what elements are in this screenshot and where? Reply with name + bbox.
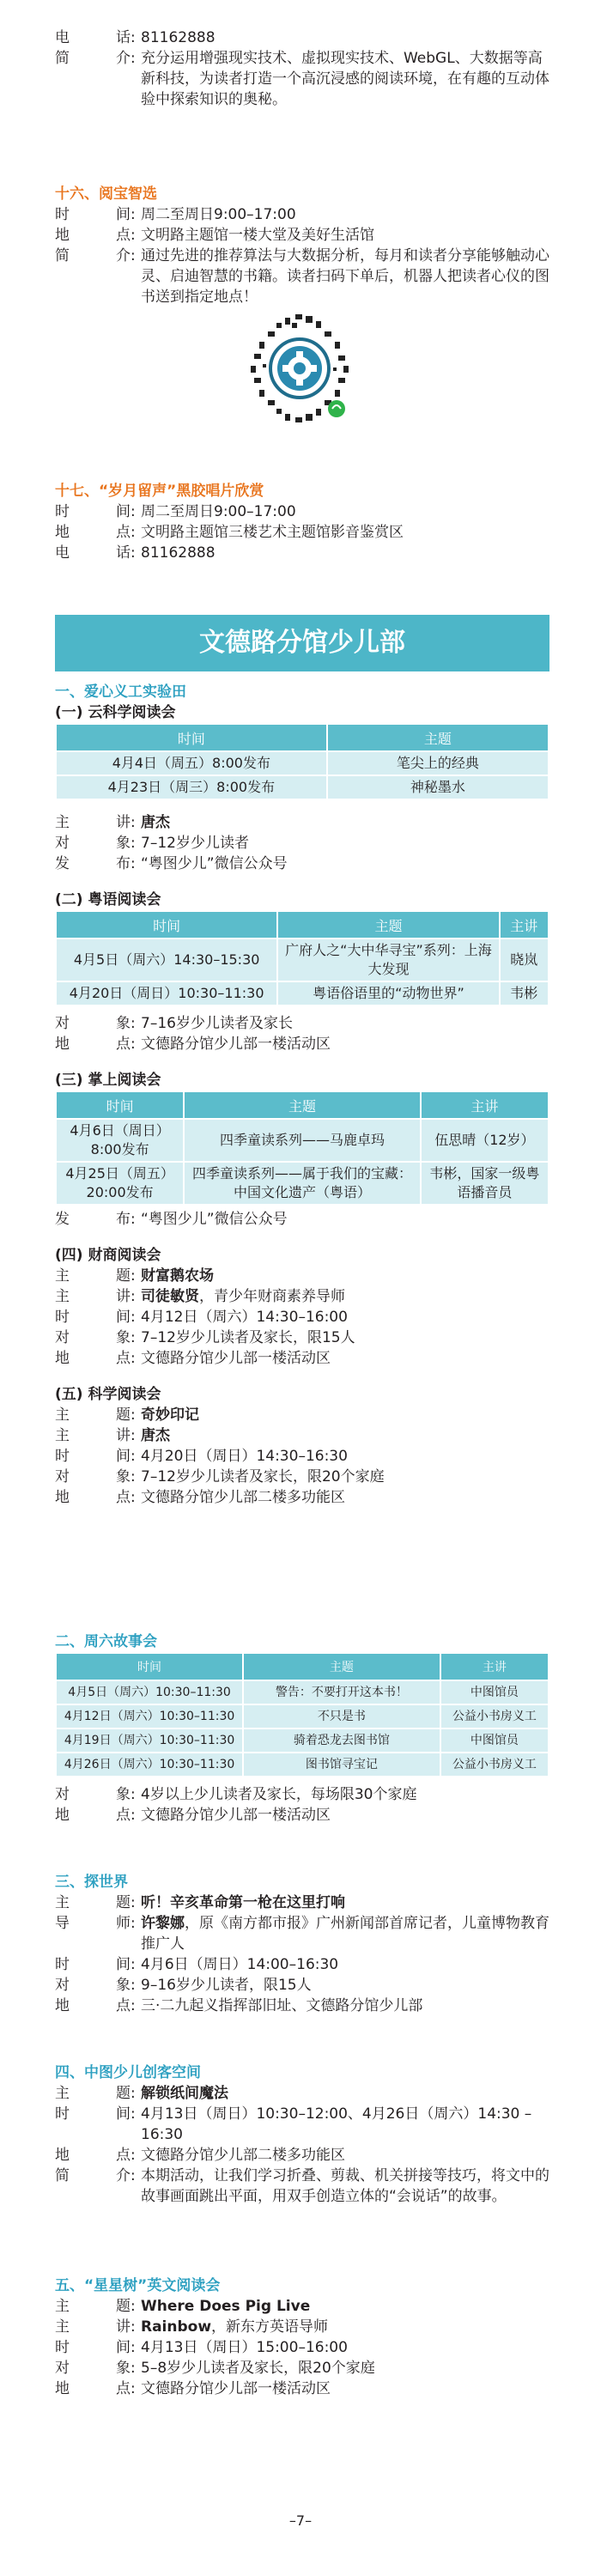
- sec1a-table: [55, 723, 549, 800]
- sec4-time: 4月13日（周日）10:30–12:00、4月26日（周六）14:30 – 16:30: [141, 2105, 532, 2143]
- sec1a-publish: “粤图少儿”微信公众号: [141, 855, 288, 872]
- section-17-title: 十七、“岁月留声”黑胶唱片欣赏: [55, 483, 264, 500]
- sec5-place: 文德路分馆少儿部一楼活动区: [141, 2380, 331, 2397]
- sec4-place: 文德路分馆少儿部二楼多功能区: [141, 2147, 345, 2164]
- sec4-topic: 解锁纸间魔法: [141, 2085, 228, 2102]
- qr-code-icon: [244, 313, 355, 424]
- sec1b-table: 时间 主题 主讲 4月5日（周六）14:30–15:30 广府人之“大中华寻宝”系列：上海大发现 晓岚 4月20日（周日）10:30–11:30 粤语俗语里的“动物世界” 韦彬: [55, 910, 549, 1006]
- table-header: 主题: [327, 724, 549, 751]
- sec3-guide-name: 许黎娜: [141, 1915, 185, 1932]
- sec3-title: 三、探世界: [55, 1874, 128, 1891]
- section-16: 十六、阅宝智选 时 间 : 周二至周日9:00–17:00 地 点 : 文明路主题馆一楼大堂及美好生活馆 简 介 : 通过先进的推荐算法与大数据分析，每月和读者分享能够触动心灵、启迪智慧的书籍。读者扫码下单后，机器人把读者心仪的图书送到指定地点！: [55, 184, 549, 429]
- section-1: 一、爱心义工实验田 (一) 云科学阅读会 时间 主题 4月4日（周五）8:00发布 笔尖上的经典 4月23日（周三）8:00发布 神秘墨水 主 讲 : 唐杰 对 象 : 7–12岁少儿读者 发 布 : “粤图少儿”微信公众号 (二) 粤语阅读会 时间 主题 主讲 4月5日（周六）14:30–15:30 广府人之“大中华寻宝”系列：上海大发现 晓岚 4月20日（周日）10:30–11:30 粤语俗语里的“动物世界” 韦彬 对 象 : 7–16岁少儿读者及家长 地 点 : 文德路分馆少儿部一楼活动区 (三) 掌上阅读会 时间 主题 主讲 4月6日（周日）8:00发布 四季童读系列——马鹿卓玛 伍思晴（12岁） 4月25日（周五）20:00发布 四季童读系列——属于我们的宝藏：中国文化遗产（粤语） 韦彬，国家一级粤语播音员 发 布 : “粤图少儿”微信公众号 (四) 财商阅读会 主 题 : 财富鹅农场 主 讲 : 司徒敏贤，青少年财商素养导师 时 间 : 4月12日（周六）14:30–16:00 对 象 : 7–12岁少儿读者及家长，限15人 地 点 : 文德路分馆少儿部一楼活动区 (五) 科学阅读会 主 题 : 奇妙印记 主 讲 : 唐杰 时 间 : 4月20日（周日）14:30–16:30 对 象 : 7–12岁少儿读者及家长，限20个家庭 地 点 : 文德路分馆少儿部二楼多功能区: [55, 682, 549, 1508]
- sec5-title: 五、“星星树”英文阅读会: [55, 2277, 221, 2294]
- sec3-topic: 听！辛亥革命第一枪在这里打响: [141, 1894, 345, 1911]
- sec4-desc: 本期活动，让我们学习折叠、剪裁、机关拼接等技巧，将文中的故事画面跳出平面，用双手创造立体的“会说话”的故事。: [141, 2167, 549, 2205]
- phone-value: 81162888: [141, 29, 216, 46]
- sec1a-target: 7–12岁少儿读者: [141, 835, 249, 852]
- phone-label: 电 话: [55, 29, 131, 46]
- branch-banner: [55, 615, 549, 671]
- sec1a-speaker: 唐杰: [141, 814, 170, 831]
- s16-desc: 通过先进的推荐算法与大数据分析，每月和读者分享能够触动心灵、启迪智慧的书籍。读者扫码下单后，机器人把读者心仪的图书送到指定地点！: [141, 247, 549, 306]
- sec1e-title: (五) 科学阅读会: [55, 1386, 161, 1403]
- desc-label: 简 介: [55, 50, 131, 67]
- sec1c-publish: “粤图少儿”微信公众号: [141, 1211, 288, 1228]
- table-row: 4月26日（周六）10:30–11:30 图书馆寻宝记 公益小书房义工: [56, 1753, 549, 1777]
- sec1e-target: 7–12岁少儿读者及家长，限20个家庭: [141, 1468, 385, 1485]
- section-5: 五、“星星树”英文阅读会 主 题 : Where Does Pig Live 主 讲 : Rainbow，新东方英语导师 时 间 : 4月13日（周日）15:00–16:00 对 象 : 5–8岁少儿读者及家长，限20个家庭 地 点 : 文德路分馆少儿部一楼活动区: [55, 2275, 549, 2399]
- table-row: 4月25日（周五）20:00发布 四季童读系列——属于我们的宝藏：中国文化遗产（粤语） 韦彬，国家一级粤语播音员: [56, 1162, 549, 1205]
- s17-time: 周二至周日9:00–17:00: [141, 503, 296, 520]
- sec1-title: 一、爱心义工实验田: [55, 683, 186, 701]
- sec1e-time: 4月20日（周日）14:30–16:30: [141, 1448, 348, 1465]
- qr-code[interactable]: [244, 313, 355, 424]
- sec1e-topic: 奇妙印记: [141, 1406, 199, 1424]
- banner-title: 文德路分馆少儿部: [55, 615, 549, 671]
- sec5-time: 4月13日（周日）15:00–16:00: [141, 2339, 348, 2356]
- sec5-target: 5–8岁少儿读者及家长，限20个家庭: [141, 2360, 375, 2377]
- section-17: 十七、“岁月留声”黑胶唱片欣赏 时 间 : 周二至周日9:00–17:00 地 点 : 文明路主题馆三楼艺术主题馆影音鉴赏区 电 话 : 81162888: [55, 481, 549, 563]
- table-row: 4月19日（周六）10:30–11:30 骑着恐龙去图书馆 中图馆员: [56, 1728, 549, 1753]
- s17-place: 文明路主题馆三楼艺术主题馆影音鉴赏区: [141, 524, 404, 541]
- table-row: 4月6日（周日）8:00发布 四季童读系列——马鹿卓玛 伍思晴（12岁）: [56, 1119, 549, 1162]
- sec1d-topic: 财富鹅农场: [141, 1267, 214, 1285]
- sec3-target: 9–16岁少儿读者，限15人: [141, 1977, 312, 1994]
- sec1c-title: (三) 掌上阅读会: [55, 1072, 161, 1089]
- table-header: 时间: [56, 724, 327, 751]
- table-row: 4月5日（周六）10:30–11:30 警告：不要打开这本书！ 中图馆员: [56, 1680, 549, 1704]
- s16-time: 周二至周日9:00–17:00: [141, 206, 296, 223]
- sec1d-time: 4月12日（周六）14:30–16:00: [141, 1309, 348, 1326]
- section-16-title: 十六、阅宝智选: [55, 185, 157, 203]
- s17-phone: 81162888: [141, 544, 216, 562]
- intro-block: 电 话 : 81162888 简 介 : 充分运用增强现实技术、虚拟现实技术、WebGL、大数据等高新科技，为读者打造一个高沉浸感的阅读环境，在有趣的互动体验中探索知识的奥秘。: [55, 29, 549, 108]
- sec1b-target: 7–16岁少儿读者及家长: [141, 1015, 293, 1032]
- intro-desc: 充分运用增强现实技术、虚拟现实技术、WebGL、大数据等高新科技，为读者打造一个高沉浸感的阅读环境，在有趣的互动体验中探索知识的奥秘。: [141, 50, 549, 108]
- sec4-title: 四、中图少儿创客空间: [55, 2064, 201, 2081]
- sec1e-speaker: 唐杰: [141, 1427, 170, 1444]
- page-number: –7–: [288, 2512, 313, 2529]
- sec2-title: 二、周六故事会: [55, 1633, 157, 1650]
- section-4: 四、中图少儿创客空间 主 题 : 解锁纸间魔法 时 间 : 4月13日（周日）10:30–12:00、4月26日（周六）14:30 – 16:30 地 点 : 文德路分馆少儿部二楼多功能区 简 介 : 本期活动，让我们学习折叠、剪裁、机关拼接等技巧，将文中的故事画面跳出平面，用双手创造立体的“会说话”的故事。: [55, 2064, 549, 2205]
- table-row: 4月20日（周日）10:30–11:30 粤语俗语里的“动物世界” 韦彬: [56, 981, 549, 1005]
- section-2: 二、周六故事会 时间 主题 主讲 4月5日（周六）10:30–11:30 警告：不要打开这本书！ 中图馆员 4月12日（周六）10:30–11:30 不只是书 公益小书房义工 4月19日（周六）10:30–11:30 骑着恐龙去图书馆 中图馆员 4月26日（周六）10:30–11:30 图书馆寻宝记 公益小书房义工 对 象 : 4岁以上少儿读者及家长，每场限30个家庭 地 点 : 文德路分馆少儿部一楼活动区: [55, 1631, 549, 1826]
- sec1e-place: 文德路分馆少儿部二楼多功能区: [141, 1489, 345, 1506]
- section-3: 三、探世界 主 题 : 听！辛亥革命第一枪在这里打响 导 师 : 许黎娜，原《南方都市报》广州新闻部首席记者，儿童博物教育推广人 时 间 : 4月6日（周日）14:00–16:30 对 象 : 9–16岁少儿读者，限15人 地 点 : 三·二九起义指挥部旧址、文德路分馆少儿部: [55, 1874, 549, 2014]
- sec2-place: 文德路分馆少儿部一楼活动区: [141, 1807, 331, 1824]
- sec3-place: 三·二九起义指挥部旧址、文德路分馆少儿部: [141, 1997, 423, 2014]
- sec1d-title: (四) 财商阅读会: [55, 1247, 161, 1264]
- sec1c-table: 时间 主题 主讲 4月6日（周日）8:00发布 四季童读系列——马鹿卓玛 伍思晴（12岁） 4月25日（周五）20:00发布 四季童读系列——属于我们的宝藏：中国文化遗产（粤语） 韦彬，国家一级粤语播音员: [55, 1091, 549, 1206]
- sec1d-speaker-name: 司徒敏贤: [141, 1288, 199, 1305]
- sec3-time: 4月6日（周日）14:00–16:30: [141, 1956, 339, 1973]
- sec1d-place: 文德路分馆少儿部一楼活动区: [141, 1350, 331, 1367]
- table-row: 4月23日（周三）8:00发布 神秘墨水: [56, 775, 549, 799]
- s16-place: 文明路主题馆一楼大堂及美好生活馆: [141, 227, 374, 244]
- sec5-topic: Where Does Pig Live: [141, 2298, 311, 2315]
- sec3-guide-title: ，原《南方都市报》广州新闻部首席记者，儿童博物教育推广人: [141, 1915, 549, 1953]
- sec1a-title: (一) 云科学阅读会: [55, 704, 176, 721]
- sec1d-speaker-title: ，青少年财商素养导师: [199, 1288, 345, 1305]
- table-row: 4月4日（周五）8:00发布 笔尖上的经典: [56, 751, 549, 775]
- sec5-speaker-name: Rainbow: [141, 2318, 212, 2336]
- sec2-table: 时间 主题 主讲 4月5日（周六）10:30–11:30 警告：不要打开这本书！ 中图馆员 4月12日（周六）10:30–11:30 不只是书 公益小书房义工 4月19日（周六）10:30–11:30 骑着恐龙去图书馆 中图馆员 4月26日（周六）10:30–11:30 图书馆寻宝记 公益小书房义工: [55, 1652, 549, 1777]
- sec1b-place: 文德路分馆少儿部一楼活动区: [141, 1036, 331, 1053]
- sec1b-title: (二) 粤语阅读会: [55, 891, 161, 908]
- sec2-target: 4岁以上少儿读者及家长，每场限30个家庭: [141, 1786, 417, 1803]
- sec5-speaker-title: ，新东方英语导师: [211, 2318, 329, 2336]
- table-row: 4月12日（周六）10:30–11:30 不只是书 公益小书房义工: [56, 1704, 549, 1728]
- table-row: 4月5日（周六）14:30–15:30 广府人之“大中华寻宝”系列：上海大发现 晓岚: [56, 939, 549, 981]
- sec1d-target: 7–12岁少儿读者及家长，限15人: [141, 1329, 355, 1346]
